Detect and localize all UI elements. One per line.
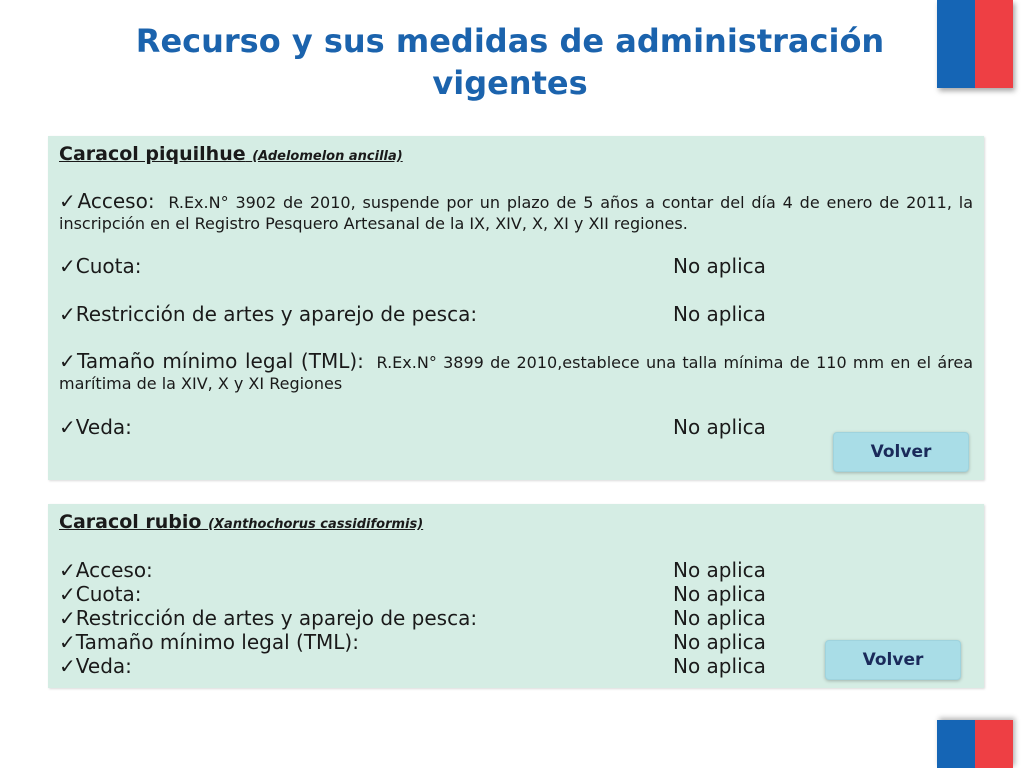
tml-label: Tamaño mínimo legal (TML): [75,630,359,654]
species-panel-caracol-rubio [48,504,984,688]
acceso-item [59,191,973,234]
cuota-item [59,582,141,606]
volver-button[interactable]: Volver [825,640,961,680]
check-icon: ✓ [59,582,76,606]
acceso-text: R.Ex.N° 3902 de 2010, suspende por un plazo de 5 años a contar del día 4 de enero de 2011, la inscripción en el Registro Pesquero Artesanal de la IX, XIV, X, XI y XII regiones. [59,193,974,233]
veda-value: No aplica [673,654,766,678]
chile-flag-decoration-bottom [937,720,1013,768]
species-heading [59,511,423,533]
species-scientific-name: (Xanthochorus cassidiformis) [208,517,424,532]
species-common-name: Caracol rubio [59,511,202,533]
volver-button[interactable]: Volver [833,432,969,472]
check-icon: ✓ [59,415,76,439]
acceso-label: Acceso: [75,558,153,582]
check-icon: ✓ [59,606,76,630]
slide-title [60,20,960,104]
tml-label: Tamaño mínimo legal (TML): [77,349,364,373]
tml-item [59,351,973,394]
cuota-item [59,254,141,278]
species-panel-caracol-piquilhue [48,136,984,480]
check-icon: ✓ [59,189,78,213]
restriccion-item [59,606,477,630]
check-icon: ✓ [59,654,76,678]
check-icon: ✓ [59,630,76,654]
acceso-value: No aplica [673,558,766,582]
slide-title-line1: Recurso y sus medidas de administración [135,22,885,60]
veda-item [59,415,132,439]
veda-label: Veda: [75,654,132,678]
acceso-item [59,558,153,582]
restriccion-value: No aplica [673,606,766,630]
check-icon: ✓ [59,302,76,326]
check-icon: ✓ [59,254,76,278]
restriccion-label: Restricción de artes y aparejo de pesca: [75,606,478,630]
species-common-name: Caracol piquilhue [59,143,246,165]
veda-label: Veda: [75,415,132,439]
cuota-label: Cuota: [75,582,142,606]
veda-value: No aplica [673,415,766,439]
tml-text: R.Ex.N° 3899 de 2010,establece una talla mínima de 110 mm en el área marítima de la XIV, X y XI Regiones [59,353,974,393]
restriccion-label: Restricción de artes y aparejo de pesca: [75,302,478,326]
restriccion-item [59,302,477,326]
check-icon: ✓ [59,558,76,582]
acceso-label: Acceso: [77,189,155,213]
species-scientific-name: (Adelomelon ancilla) [252,149,403,164]
flag-red-stripe [975,0,1013,88]
species-heading [59,143,403,165]
cuota-label: Cuota: [75,254,142,278]
restriccion-value: No aplica [673,302,766,326]
tml-item [59,630,359,654]
cuota-value: No aplica [673,254,766,278]
check-icon: ✓ [59,349,77,373]
flag-red-stripe [975,720,1013,768]
cuota-value: No aplica [673,582,766,606]
slide-title-line2: vigentes [432,64,588,102]
tml-value: No aplica [673,630,766,654]
veda-item [59,654,132,678]
flag-blue-stripe [937,720,975,768]
